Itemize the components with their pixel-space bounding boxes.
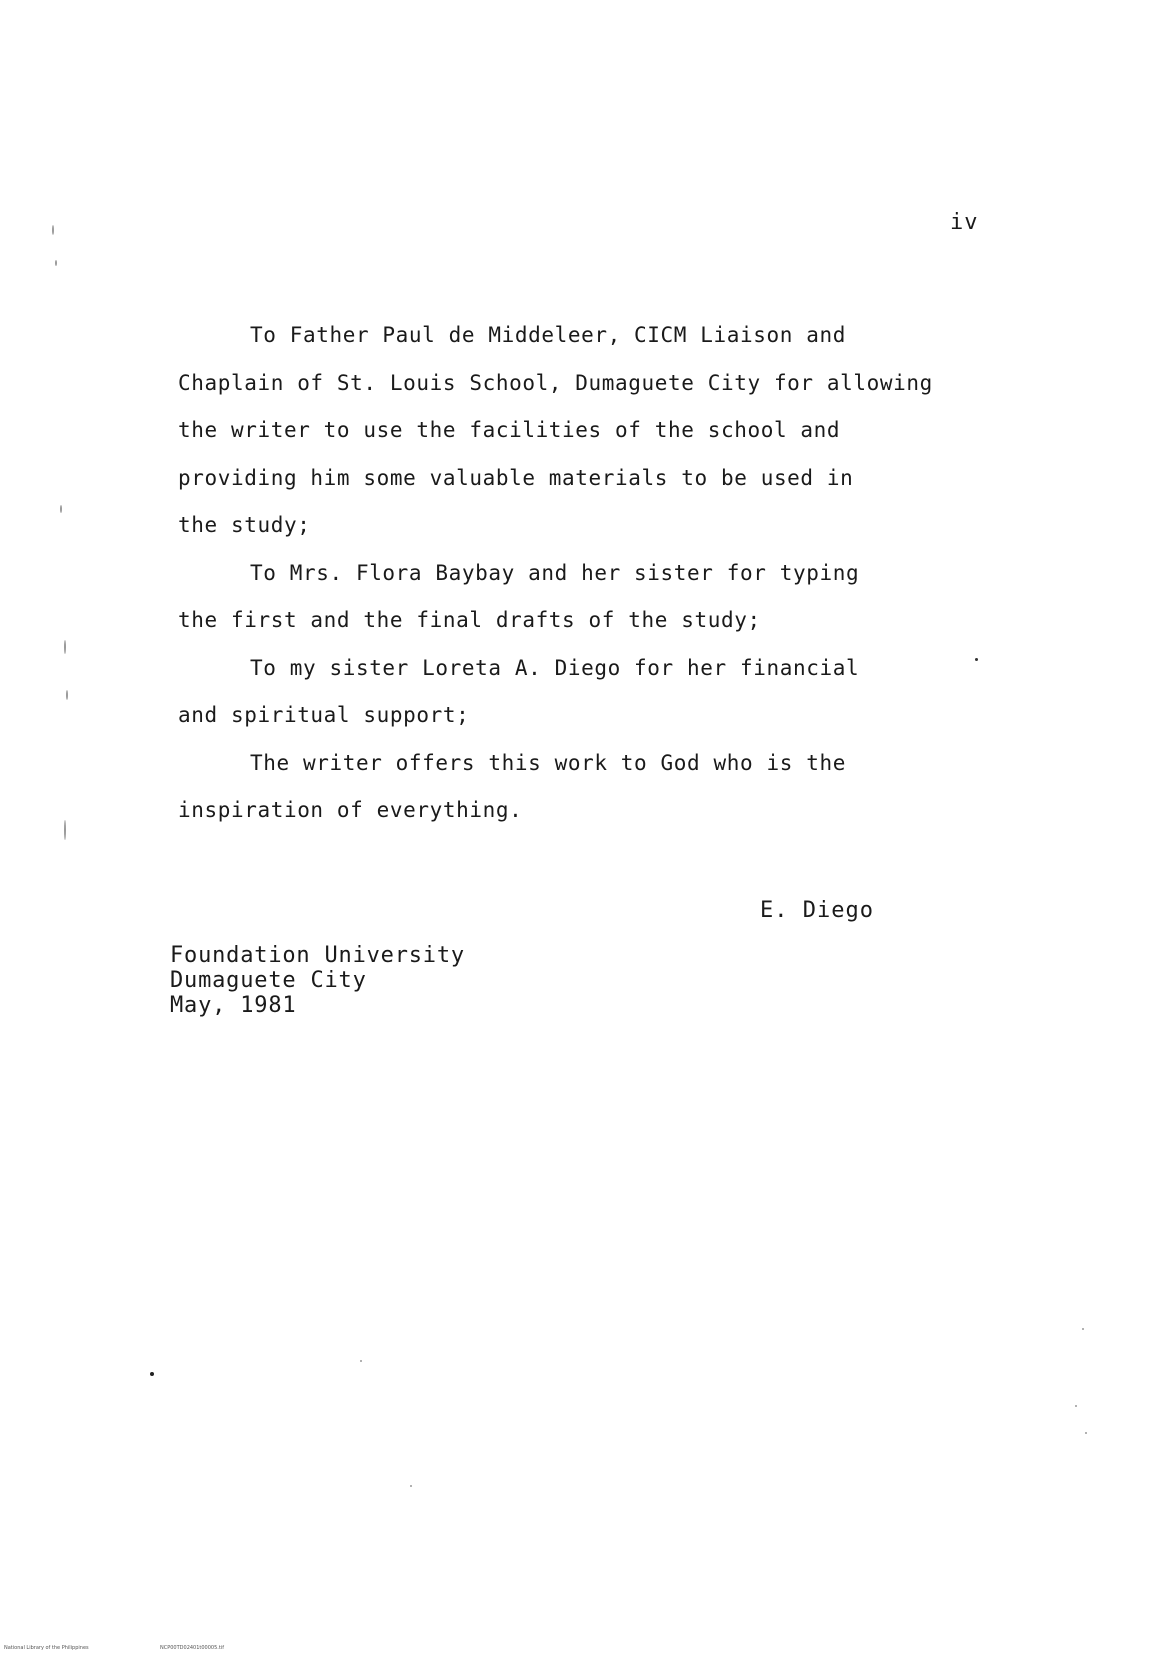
paragraph-2-line-1: To Mrs. Flora Baybay and her sister for typing [250, 560, 860, 585]
signature-name: E. Diego [760, 898, 874, 923]
scan-speck [150, 1372, 154, 1376]
institution-name: Foundation University [170, 943, 465, 968]
paragraph-1-line-5: the study; [178, 513, 311, 537]
page-number: iv [950, 210, 979, 235]
acknowledgment-body [178, 312, 1038, 835]
city-name: Dumaguete City [170, 968, 367, 993]
paragraph-3-line-2: and spiritual support; [178, 703, 470, 727]
scan-speck [360, 1360, 362, 1362]
paragraph-1-line-1: To Father Paul de Middeleer, CICM Liaison and [250, 323, 846, 347]
footer-library: National Library of the Philippines [4, 1645, 89, 1651]
scan-speck [1082, 1328, 1084, 1330]
scan-speck [1075, 1405, 1077, 1407]
scan-speck [52, 225, 54, 235]
paragraph-1-line-3: the writer to use the facilities of the school and [178, 418, 841, 442]
scan-speck [1085, 1432, 1087, 1434]
paragraph-1-line-4: providing him some valuable materials to be used in [178, 465, 854, 490]
paragraph-4-line-2: inspiration of everything. [178, 798, 523, 822]
footer-file-id: NCP00TD02401t00005.tif [160, 1645, 224, 1651]
scan-speck [55, 260, 57, 266]
paragraph-2-line-2: the first and the final drafts of the study; [178, 608, 761, 632]
paragraph-4-line-1: The writer offers this work to God who is the [250, 750, 846, 775]
scan-speck [975, 658, 978, 661]
paragraph-3-line-1: To my sister Loreta A. Diego for her financial [250, 655, 860, 680]
scan-speck [64, 640, 66, 654]
paragraph-1-line-2: Chaplain of St. Louis School, Dumaguete City for allowing [178, 370, 933, 395]
scan-speck [60, 505, 62, 513]
affiliation-block [170, 943, 465, 1018]
scan-speck [64, 820, 66, 840]
scan-speck [66, 690, 68, 700]
scan-speck [410, 1485, 412, 1487]
document-date: May, 1981 [170, 993, 297, 1018]
